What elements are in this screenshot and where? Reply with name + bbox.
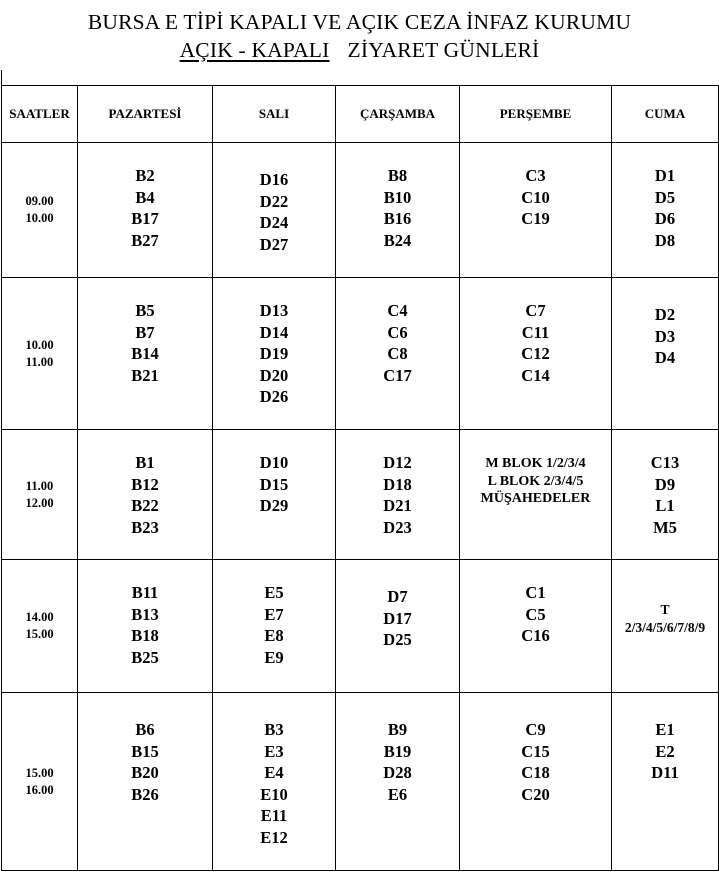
- unit-code: B3: [264, 720, 284, 739]
- schedule-cell: [213, 560, 336, 693]
- unit-code: C9: [525, 720, 546, 739]
- schedule-cell: [612, 278, 719, 430]
- unit-code: D27: [259, 234, 289, 254]
- left-edge-mark: [1, 70, 2, 85]
- unit-code: E10: [260, 784, 288, 804]
- unit-code: C5: [525, 604, 546, 624]
- schedule-cell: [336, 430, 460, 560]
- time-start: 10.00: [25, 337, 54, 352]
- time-end: 10.00: [25, 211, 54, 225]
- schedule-cell: [336, 143, 460, 278]
- unit-code: B5: [135, 301, 155, 320]
- unit-code: D17: [383, 608, 412, 628]
- unit-code: C19: [521, 209, 550, 228]
- schedule-cell: [612, 143, 719, 278]
- header-cuma: CUMA: [612, 86, 719, 143]
- time-start: 15.00: [25, 765, 54, 780]
- time-start: 14.00: [25, 610, 54, 624]
- header-pazartesi: PAZARTESİ: [78, 86, 213, 143]
- unit-code: D4: [654, 348, 676, 367]
- unit-code: B19: [383, 741, 412, 761]
- unit-code: B4: [135, 187, 155, 207]
- block-label: 2/3/4/5/6/7/8/9: [624, 620, 706, 635]
- unit-code: B2: [135, 166, 155, 185]
- unit-code: C14: [521, 365, 550, 385]
- unit-code: D18: [383, 474, 412, 494]
- schedule-cell: [213, 278, 336, 430]
- schedule-cell: [612, 693, 719, 871]
- unit-code: C18: [521, 763, 550, 782]
- unit-code: B21: [131, 365, 159, 385]
- unit-code: C20: [521, 784, 550, 804]
- page-subtitle: [0, 37, 719, 63]
- block-label: T: [660, 602, 670, 617]
- unit-code: E9: [264, 647, 284, 667]
- unit-code: B16: [383, 209, 412, 228]
- unit-code: D16: [259, 170, 289, 189]
- unit-code: B9: [387, 720, 408, 739]
- unit-code: D6: [654, 209, 676, 228]
- unit-code: C7: [525, 301, 546, 320]
- header-persembe: PERŞEMBE: [460, 86, 612, 143]
- schedule-cell: [213, 143, 336, 278]
- page-title: BURSA E TİPİ KAPALI VE AÇIK CEZA İNFAZ KURUMU: [87, 10, 632, 34]
- header-saatler: SAATLER: [2, 86, 78, 143]
- unit-code: L1: [655, 496, 675, 515]
- block-label: MÜŞAHEDELER: [480, 491, 591, 506]
- unit-code: C16: [521, 626, 550, 645]
- unit-code: D28: [383, 763, 412, 782]
- unit-code: D2: [654, 305, 676, 324]
- unit-code: E11: [260, 806, 288, 825]
- unit-code: B18: [131, 626, 159, 645]
- schedule-cell: [336, 693, 460, 871]
- header-carsamba: ÇARŞAMBA: [336, 86, 460, 143]
- unit-code: C12: [521, 344, 550, 363]
- unit-code: B26: [131, 784, 159, 804]
- time-start: 09.00: [25, 194, 54, 208]
- unit-code: C4: [387, 301, 408, 320]
- unit-code: B10: [383, 187, 412, 207]
- unit-code: E8: [264, 626, 284, 645]
- unit-code: C3: [525, 166, 546, 185]
- unit-code: B24: [383, 230, 412, 250]
- unit-code: E1: [655, 720, 675, 739]
- unit-code: C13: [650, 453, 680, 472]
- time-cell: [2, 430, 78, 560]
- time-end: 12.00: [25, 495, 54, 510]
- unit-code: B12: [131, 474, 159, 494]
- schedule-cell: [336, 560, 460, 693]
- unit-code: B6: [135, 720, 155, 739]
- unit-code: D19: [259, 344, 289, 363]
- unit-code: E12: [260, 827, 288, 847]
- unit-code: B27: [131, 230, 159, 250]
- unit-code: B14: [131, 344, 159, 363]
- unit-code: D14: [259, 322, 289, 342]
- schedule-cell: [460, 693, 612, 871]
- time-start: 11.00: [25, 478, 54, 493]
- unit-code: C10: [521, 187, 550, 207]
- time-end: 11.00: [25, 354, 54, 369]
- schedule-cell: [336, 278, 460, 430]
- visit-schedule-table: [1, 85, 719, 871]
- schedule-cell: [213, 693, 336, 871]
- schedule-cell: [78, 430, 213, 560]
- unit-code: D9: [654, 474, 676, 494]
- time-cell: [2, 143, 78, 278]
- unit-code: B20: [131, 763, 159, 782]
- table-row: [2, 560, 719, 693]
- unit-code: B1: [135, 453, 155, 472]
- unit-code: B15: [131, 741, 159, 761]
- unit-code: B25: [131, 647, 159, 667]
- unit-code: C8: [387, 344, 408, 363]
- unit-code: C17: [383, 365, 412, 385]
- schedule-cell: [612, 560, 719, 693]
- block-label: L BLOK 2/3/4/5: [487, 473, 584, 489]
- unit-code: B8: [387, 166, 408, 185]
- schedule-cell: [78, 693, 213, 871]
- unit-code: B17: [131, 209, 159, 228]
- unit-code: C11: [521, 322, 550, 342]
- unit-code: D26: [259, 387, 289, 406]
- unit-code: B23: [131, 517, 159, 537]
- unit-code: D15: [259, 474, 289, 494]
- unit-code: E6: [387, 784, 408, 804]
- schedule-cell: [460, 278, 612, 430]
- unit-code: C6: [387, 322, 408, 342]
- unit-code: D1: [654, 166, 676, 185]
- unit-code: C15: [521, 741, 550, 761]
- unit-code: D21: [383, 496, 412, 515]
- unit-code: E7: [264, 604, 284, 624]
- unit-code: M5: [653, 517, 677, 537]
- schedule-cell: [78, 560, 213, 693]
- unit-code: D11: [651, 763, 679, 782]
- schedule-cell: [612, 430, 719, 560]
- unit-code: C1: [525, 583, 546, 602]
- schedule-cell: [78, 278, 213, 430]
- block-label: M BLOK 1/2/3/4: [485, 456, 586, 471]
- unit-code: E5: [264, 583, 284, 602]
- unit-code: D7: [387, 587, 408, 606]
- table-row: [2, 143, 719, 278]
- unit-code: D22: [259, 191, 289, 211]
- unit-code: D5: [654, 187, 676, 207]
- time-cell: [2, 693, 78, 871]
- unit-code: B22: [131, 496, 159, 515]
- unit-code: D23: [383, 517, 412, 537]
- header-sali: SALI: [213, 86, 336, 143]
- unit-code: D3: [654, 326, 676, 346]
- subtitle-rest: ZİYARET GÜNLERİ: [347, 38, 540, 62]
- unit-code: B7: [135, 322, 155, 342]
- schedule-cell: [460, 430, 612, 560]
- schedule-cell: [213, 430, 336, 560]
- unit-code: D8: [654, 230, 676, 250]
- unit-code: D24: [259, 213, 289, 232]
- unit-code: D10: [259, 453, 289, 472]
- unit-code: D12: [383, 453, 412, 472]
- schedule-cell: [78, 143, 213, 278]
- schedule-cell: [460, 143, 612, 278]
- unit-code: B11: [131, 583, 159, 602]
- schedule-cell: [460, 560, 612, 693]
- unit-code: D29: [259, 496, 289, 515]
- unit-code: E4: [264, 763, 284, 782]
- time-cell: [2, 278, 78, 430]
- unit-code: B13: [131, 604, 159, 624]
- table-row: [2, 430, 719, 560]
- time-cell: [2, 560, 78, 693]
- unit-code: E3: [264, 741, 284, 761]
- unit-code: E2: [655, 741, 675, 761]
- table-row: [2, 693, 719, 871]
- unit-code: D13: [259, 301, 289, 320]
- time-end: 16.00: [25, 782, 54, 797]
- unit-code: D25: [383, 630, 412, 649]
- table-row: [2, 278, 719, 430]
- subtitle-underlined: AÇIK - KAPALI: [179, 38, 330, 62]
- time-end: 15.00: [25, 627, 54, 641]
- unit-code: D20: [259, 365, 289, 385]
- header-row: [2, 86, 719, 143]
